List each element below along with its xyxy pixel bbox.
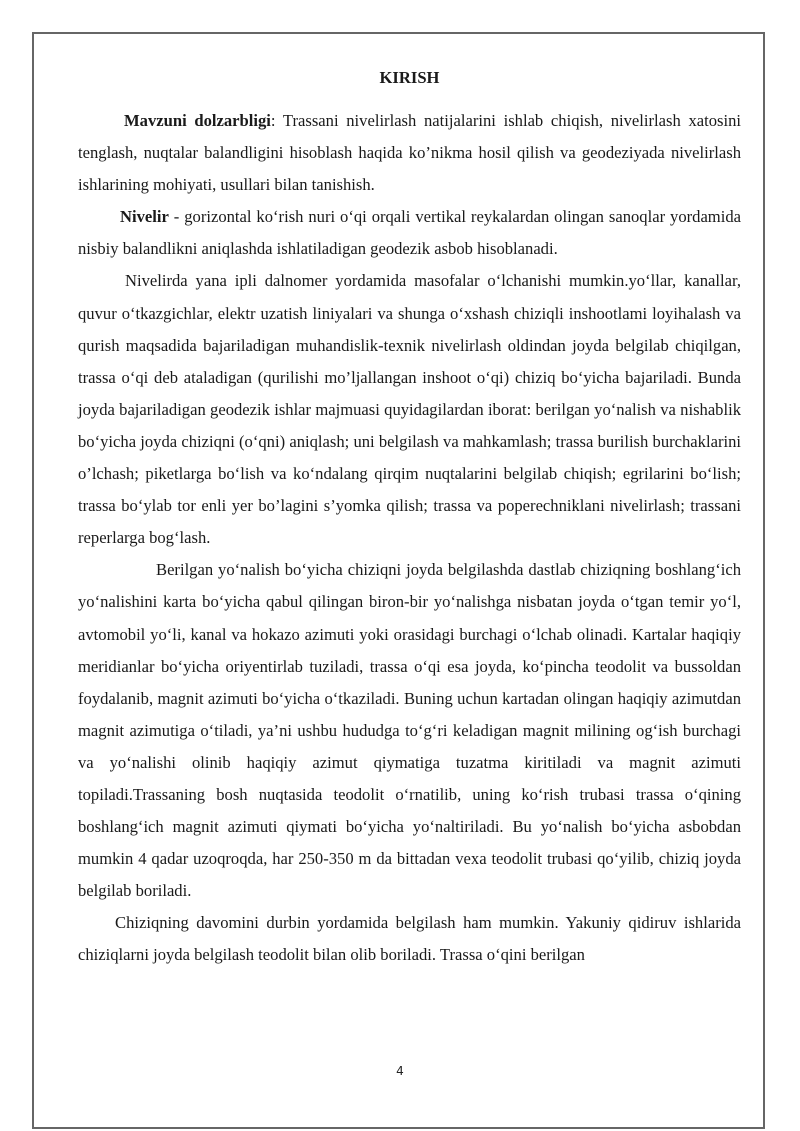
paragraph-text-nivelir: - gorizontal ko‘rish nuri o‘qi orqali vertikal reykalardan olingan sanoqlar yordamida nisbiy balandlikni aniqlashda ishlatiladigan geodezik asbob hisoblanadi. xyxy=(78,207,741,259)
paragraph-lead-nivelir: Nivelir xyxy=(120,207,169,227)
paragraph-lead-relevance: Mavzuni dolzarbligi xyxy=(124,111,271,130)
document-title: KIRISH xyxy=(379,68,440,87)
document-body xyxy=(78,62,741,972)
paragraph-dalnomer: Nivelirda yana ipli dalnomer yordamida masofalar o‘lchanishi mumkin.yo‘llar, kanallar, quvur o‘tkazgichlar, elektr uzatish liniyalari va shunga o‘xshash chiziqli inshootlami loyihalash va qurish maqsadida bajariladigan muhandislik-texnik nivelirlash oldindan joyda belgilab chiqilgan, trassa o‘qi deb ataladigan (qurilishi mo’ljallangan inshoot o‘qi) chiziq bo‘yicha bajariladi. Bunda joyda bajariladigan geodezik ishlar majmuasi quyidagilardan iborat: berilgan yo‘nalish va nishablik bo‘yicha joyda chiziqni (o‘qni) aniqlash; uni belgilash va mahkamlash; trassa burilish burchaklarini o’lchash; piketlarga bo‘lish va ko‘ndalang qirqim nuqtalarini belgilab chiqish; egrilarini bo‘lish; trassa bo‘ylab tor enli yer bo’lagini s’yomka qilish; trassa va poperechniklani nivelirlash; trassani reperlarga bog‘lash. xyxy=(78,271,741,548)
paragraph-text-relevance: : Trassani nivelirlash natijalarini ishlab chiqish, nivelirlash xatosini tenglash, nuqtalar balandligini hisoblash haqida ko’nikma hosil qilish va geodeziyada nivelirlash ishlarining mohiyati, usullari bilan tanishish. xyxy=(78,111,742,195)
paragraph-continuation: Chiziqning davomini durbin yordamida belgilash ham mumkin. Yakuniy qidiruv ishlarida chiziqlarni joyda belgilash teodolit bilan olib boriladi. Trassa o‘qini berilgan xyxy=(78,913,741,965)
paragraph-direction: Berilgan yo‘nalish bo‘yicha chiziqni joyda belgilashda dastlab chiziqning boshlang‘ich yo‘nalishini karta bo‘yicha qabul qilingan biron-bir yo‘nalishga nisbatan joyda o‘tgan temir yo‘l, avtomobil yo‘li, kanal va hokazo azimuti yoki orasidagi burchagi o‘lchab olinadi. Kartalar haqiqiy meridianlar bo‘yicha oriyentirlab tuziladi, trassa o‘qi esa joyda, ko‘pincha teodolit va bussoldan foydalanib, magnit azimuti bo‘yicha o‘tkaziladi. Buning uchun kartadan olingan haqiqiy azimutdan magnit azimutiga o‘tiladi, ya’ni ushbu hududga to‘g‘ri keladigan magnit milining og‘ish burchagi va yo‘nalishi olinib haqiqiy azimut qiymatiga tuzatma kiritiladi va magnit azimuti topiladi.Trassaning bosh nuqtasida teodolit o‘rnatilib, uning ko‘rish trubasi trassa o‘qining boshlang‘ich magnit azimuti qiymati bo‘yicha yo‘naltiriladi. Bu yo‘nalish bo‘yicha asbobdan mumkin 4 qadar uzoqroqda, har 250-350 m da bittadan vexa teodolit trubasi qo‘yilib, chiziq joyda belgilab boriladi. xyxy=(78,560,741,901)
paragraph-nivelir xyxy=(78,201,741,265)
paragraph-relevance xyxy=(78,105,741,201)
page-number: 4 xyxy=(396,1064,404,1078)
